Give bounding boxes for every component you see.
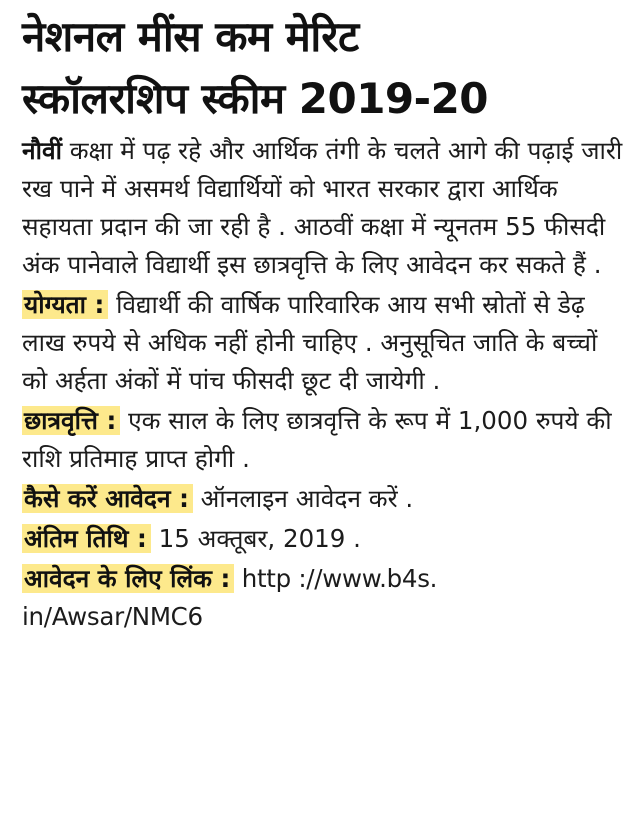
last-date-text: 15 अक्तूबर, 2019 . <box>150 524 361 553</box>
last-date-label: अंतिम तिथि : <box>22 524 151 553</box>
apply-link-label: आवेदन के लिए लिंक : <box>22 564 234 593</box>
apply-link-paragraph <box>22 560 625 636</box>
eligibility-label: योग्यता : <box>22 290 108 319</box>
scholarship-label: छात्रवृत्ति : <box>22 406 120 435</box>
eligibility-paragraph <box>22 286 625 400</box>
intro-paragraph <box>22 132 625 284</box>
scholarship-text: एक साल के लिए छात्रवृत्ति के रूप में 1,000 रुपये की राशि प्रतिमाह प्राप्त होगी . <box>22 406 612 473</box>
scholarship-paragraph <box>22 402 625 478</box>
how-to-apply-paragraph <box>22 480 625 518</box>
headline <box>22 6 625 130</box>
apply-link-url: http ://www.b4s. in/Awsar/NMC6 <box>22 564 438 631</box>
how-to-apply-text: ऑनलाइन आवेदन करें . <box>192 484 414 513</box>
eligibility-text: विद्यार्थी की वार्षिक पारिवारिक आय सभी स्रोतों से डेढ़ लाख रुपये से अधिक नहीं होनी चाहिए . अनुसूचित जाति के बच्चों को अर्हता अंकों में पांच फीसदी छूट दी जायेगी . <box>22 290 598 395</box>
how-to-apply-label: कैसे करें आवेदन : <box>22 484 193 513</box>
intro-lead: नौवीं <box>22 136 62 165</box>
headline-line-1: नेशनल मींस कम मेरिट <box>22 12 359 61</box>
article-body <box>22 132 625 636</box>
last-date-paragraph <box>22 520 625 558</box>
headline-line-2: स्कॉलरशिप स्कीम 2019-20 <box>22 74 489 123</box>
intro-text: कक्षा में पढ़ रहे और आर्थिक तंगी के चलते आगे की पढ़ाई जारी रख पाने में असमर्थ विद्यार्थियों को भारत सरकार द्वारा आर्थिक सहायता प्रदान की जा रही है . आठवीं कक्षा में न्यूनतम 55 फीसदी अंक पानेवाले विद्यार्थी इस छात्रवृत्ति के लिए आवेदन कर सकते हैं . <box>22 136 623 279</box>
